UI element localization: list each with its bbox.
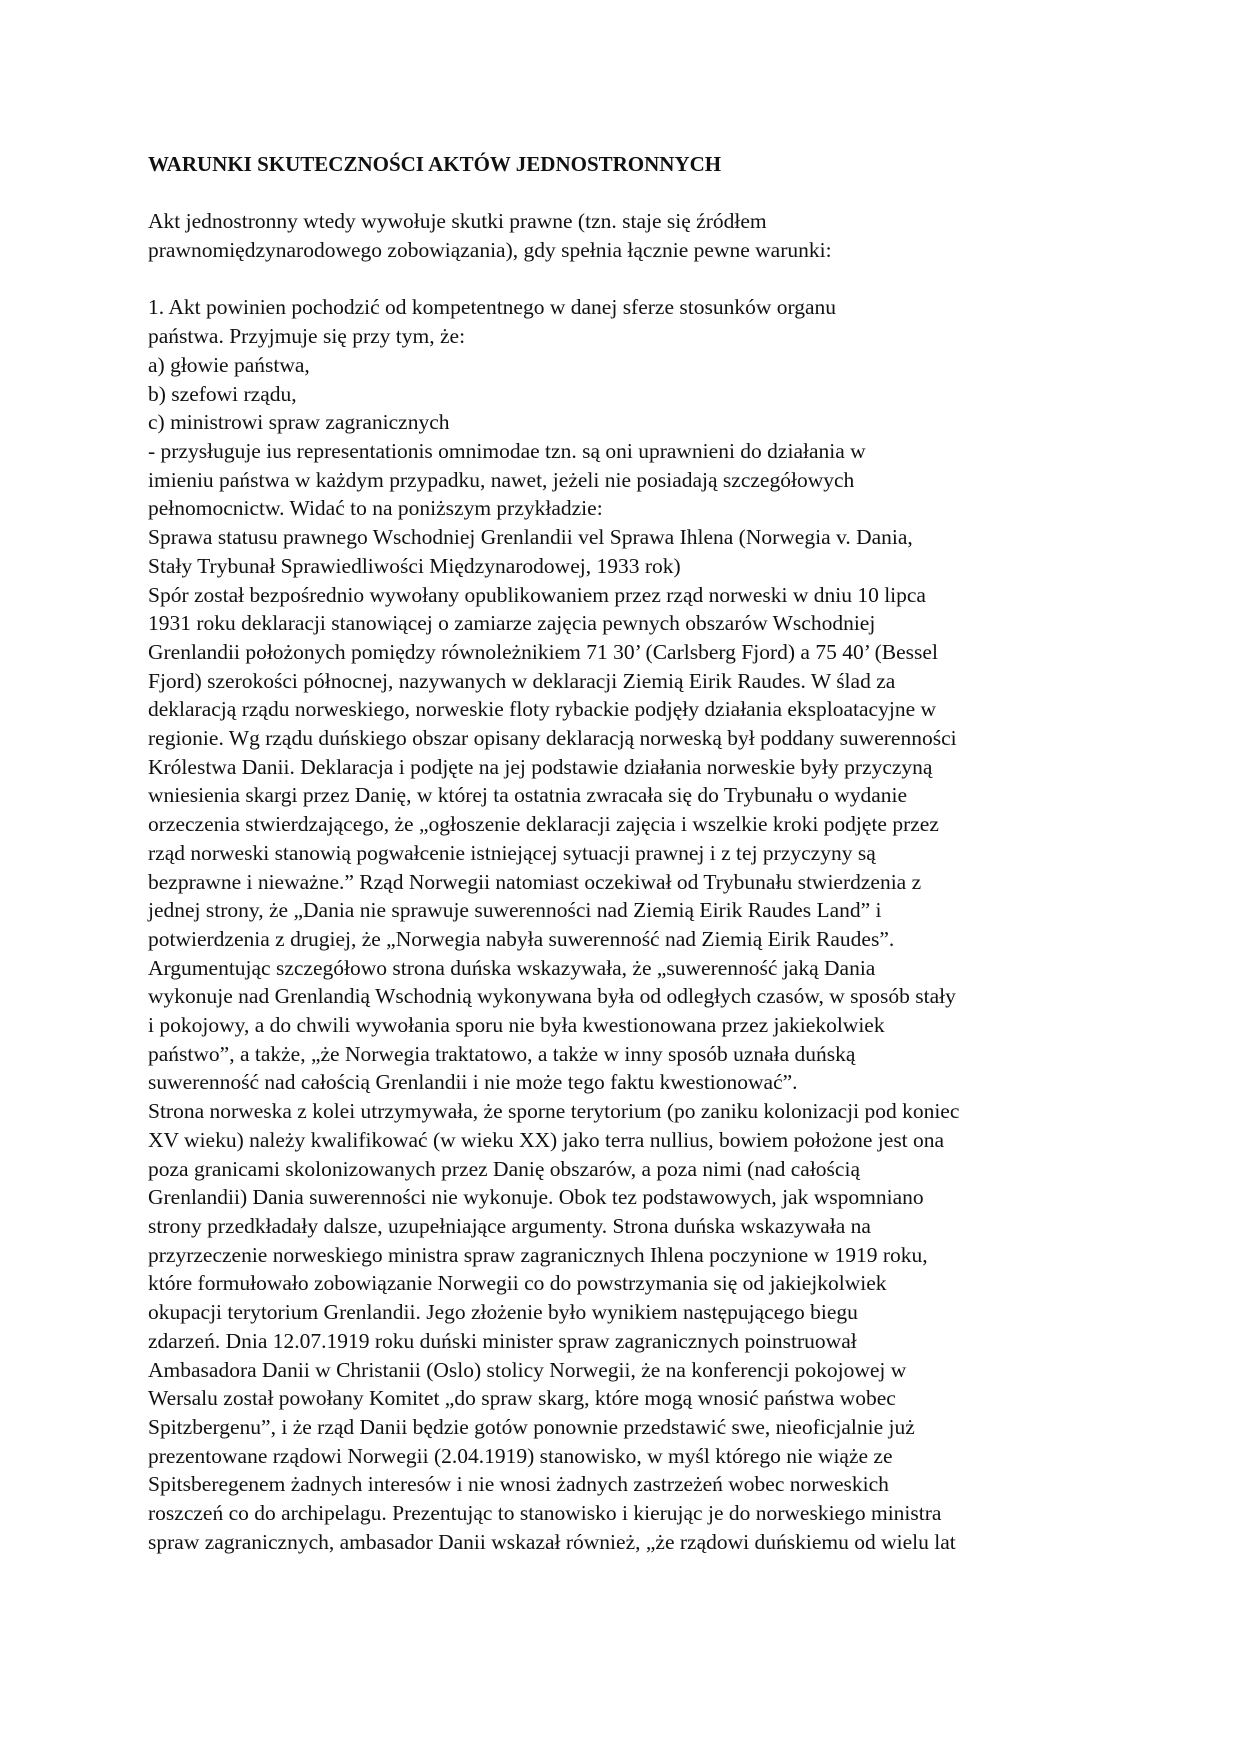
main-paragraph xyxy=(148,293,1098,1556)
text-line: Grenlandii) Dania suwerenności nie wykonuje. Obok tez podstawowych, jak wspomniano xyxy=(148,1185,924,1210)
text-line: potwierdzenia z drugiej, że „Norwegia nabyła suwerenność nad Ziemią Eirik Raudes”. xyxy=(148,926,895,951)
text-line: państwa. Przyjmuje się przy tym, że: xyxy=(148,324,466,349)
text-line: bezprawne i nieważne.” Rząd Norwegii natomiast oczekiwał od Trybunału stwierdzenia z xyxy=(148,869,922,894)
text-line: okupacji terytorium Grenlandii. Jego złożenie było wynikiem następującego biegu xyxy=(148,1300,858,1325)
text-line: Argumentując szczegółowo strona duńska wskazywała, że „suwerenność jaką Dania xyxy=(148,955,876,980)
text-line: Królestwa Danii. Deklaracja i podjęte na jej podstawie działania norweskie były przyczyną xyxy=(148,754,933,779)
text-line: przyrzeczenie norweskiego ministra spraw zagranicznych Ihlena poczynione w 1919 roku, xyxy=(148,1242,928,1267)
text-line: Spitzbergenu”, i że rząd Danii będzie gotów ponownie przedstawić swe, nieoficjalnie już xyxy=(148,1414,915,1439)
text-line: państwo”, a także, „że Norwegia traktatowo, a także w inny sposób uznała duńską xyxy=(148,1041,856,1066)
text-line: 1931 roku deklaracji stanowiącej o zamiarze zajęcia pewnych obszarów Wschodniej xyxy=(148,611,876,636)
document-title: WARUNKI SKUTECZNOŚCI AKTÓW JEDNOSTRONNYCH xyxy=(148,152,722,176)
text-line: regionie. Wg rządu duńskiego obszar opisany deklaracją norweską był poddany suwerenności xyxy=(148,726,957,751)
text-line: strony przedkładały dalsze, uzupełniające argumenty. Strona duńska wskazywała na xyxy=(148,1213,871,1238)
text-line: i pokojowy, a do chwili wywołania sporu nie była kwestionowana przez jakiekolwiek xyxy=(148,1013,885,1038)
text-line: deklaracją rządu norweskiego, norweskie floty rybackie podjęły działania eksploatacyjne w xyxy=(148,697,937,722)
text-line: XV wieku) należy kwalifikować (w wieku XX) jako terra nullius, bowiem położone jest ona xyxy=(148,1127,945,1152)
text-line: poza granicami skolonizowanych przez Danię obszarów, a poza nimi (nad całością xyxy=(148,1156,860,1181)
text-line: imieniu państwa w każdym przypadku, nawet, jeżeli nie posiadają szczegółowych xyxy=(148,467,855,492)
text-line: prezentowane rządowi Norwegii (2.04.1919) stanowisko, w myśl którego nie wiąże ze xyxy=(148,1443,893,1468)
text-line: Wersalu został powołany Komitet „do spraw skarg, które mogą wnosić państwa wobec xyxy=(148,1386,896,1411)
text-line: Spór został bezpośrednio wywołany opublikowaniem przez rząd norweski w dniu 10 lipca xyxy=(148,582,926,607)
text-line: orzeczenia stwierdzającego, że „ogłoszenie deklaracji zajęcia i wszelkie kroki podjęte przez xyxy=(148,812,939,837)
text-line: rząd norweski stanowią pogwałcenie istniejącej sytuacji prawnej i z tej przyczyny są xyxy=(148,840,876,865)
text-line: które formułowało zobowiązanie Norwegii co do powstrzymania się od jakiejkolwiek xyxy=(148,1271,887,1296)
text-line: - przysługuje ius representationis omnimodae tzn. są oni uprawnieni do działania w xyxy=(148,439,866,463)
text-line: roszczeń co do archipelagu. Prezentując to stanowisko i kierując je do norweskiego ministra xyxy=(148,1501,942,1526)
text-line: zdarzeń. Dnia 12.07.1919 roku duński minister spraw zagranicznych poinstruował xyxy=(148,1328,857,1353)
text-line: Akt jednostronny wtedy wywołuje skutki prawne (tzn. staje się źródłem xyxy=(148,209,767,234)
text-line: wniesienia skargi przez Danię, w której ta ostatnia zwracała się do Trybunału o wydanie xyxy=(148,783,908,808)
text-line: pełnomocnictw. Widać to na poniższym przykładzie: xyxy=(148,496,603,521)
text-line: c) ministrowi spraw zagranicznych xyxy=(148,410,450,435)
text-line: a) głowie państwa, xyxy=(148,352,310,377)
text-line: Fjord) szerokości północnej, nazywanych w deklaracji Ziemią Eirik Raudes. W ślad za xyxy=(148,668,896,693)
text-line: suwerenność nad całością Grenlandii i nie może tego faktu kwestionować”. xyxy=(148,1070,798,1095)
blank-line xyxy=(148,265,1098,294)
text-line: Sprawa statusu prawnego Wschodniej Grenlandii vel Sprawa Ihlena (Norwegia v. Dania, xyxy=(148,525,913,550)
text-line: prawnomiędzynarodowego zobowiązania), gdy spełnia łącznie pewne warunki: xyxy=(148,238,832,263)
text-line: Grenlandii położonych pomiędzy równoleżnikiem 71 30’ (Carlsberg Fjord) a 75 40’ (Bessel xyxy=(148,639,938,664)
document-body xyxy=(148,150,1098,1556)
blank-line xyxy=(148,179,1098,208)
text-line: Strona norweska z kolei utrzymywała, że sporne terytorium (po zaniku kolonizacji pod koniec xyxy=(148,1099,960,1124)
text-line: Ambasadora Danii w Christanii (Oslo) stolicy Norwegii, że na konferencji pokojowej w xyxy=(148,1357,907,1382)
text-line: 1. Akt powinien pochodzić od kompetentnego w danej sferze stosunków organu xyxy=(148,295,837,320)
text-line: spraw zagranicznych, ambasador Danii wskazał również, „że rządowi duńskiemu od wielu lat xyxy=(148,1529,956,1554)
text-line: Stały Trybunał Sprawiedliwości Międzynarodowej, 1933 rok) xyxy=(148,553,681,578)
intro-paragraph xyxy=(148,207,1098,264)
text-line: Spitsberegenem żadnych interesów i nie wnosi żadnych zastrzeżeń wobec norweskich xyxy=(148,1472,889,1497)
text-line: wykonuje nad Grenlandią Wschodnią wykonywana była od odległych czasów, w sposób stały xyxy=(148,984,956,1009)
text-line: b) szefowi rządu, xyxy=(148,381,297,406)
text-line: jednej strony, że „Dania nie sprawuje suwerenności nad Ziemią Eirik Raudes Land” i xyxy=(148,898,882,923)
